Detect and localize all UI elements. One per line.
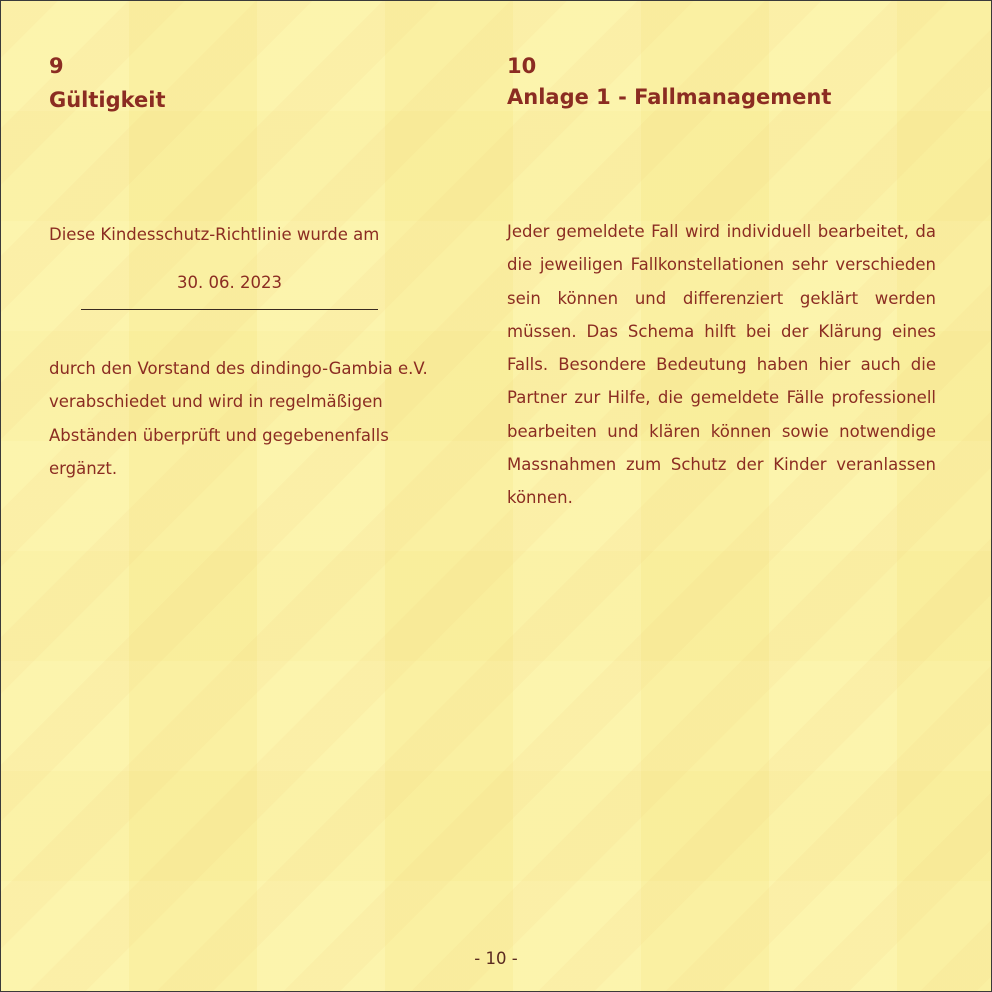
section-10-number: 10 [507, 54, 537, 78]
section-10-body: Jeder gemeldete Fall wird individuell bearbeitet, da die jeweiligen Fallkonstellationen sehr verschieden sein können und differenziert geklärt werden müssen. Das Schema hilft bei der Klärung eines Falls. Besondere Bedeutung haben hier auch die Partner zur Hilfe, die gemeldete Fälle professionell bearbeiten und klären können sowie notwendige Massnahmen zum Schutz der Kinder veranlassen können. [507, 222, 936, 508]
section-9-intro: Diese Kindesschutz-Richtlinie wurde am [49, 225, 380, 244]
section-9-number: 9 [49, 54, 64, 78]
section-9-body: durch den Vorstand des dindingo-Gambia e.V. verabschiedet und wird in regelmäßigen Abständen überprüft und gegebenenfalls ergänzt. [49, 359, 428, 478]
page-number: - 10 - [474, 949, 518, 968]
date-signature-line [81, 271, 378, 310]
section-9-title: Gültigkeit [49, 88, 166, 112]
adoption-date: 30. 06. 2023 [177, 273, 282, 292]
section-10-title: Anlage 1 - Fallmanagement [507, 85, 832, 109]
